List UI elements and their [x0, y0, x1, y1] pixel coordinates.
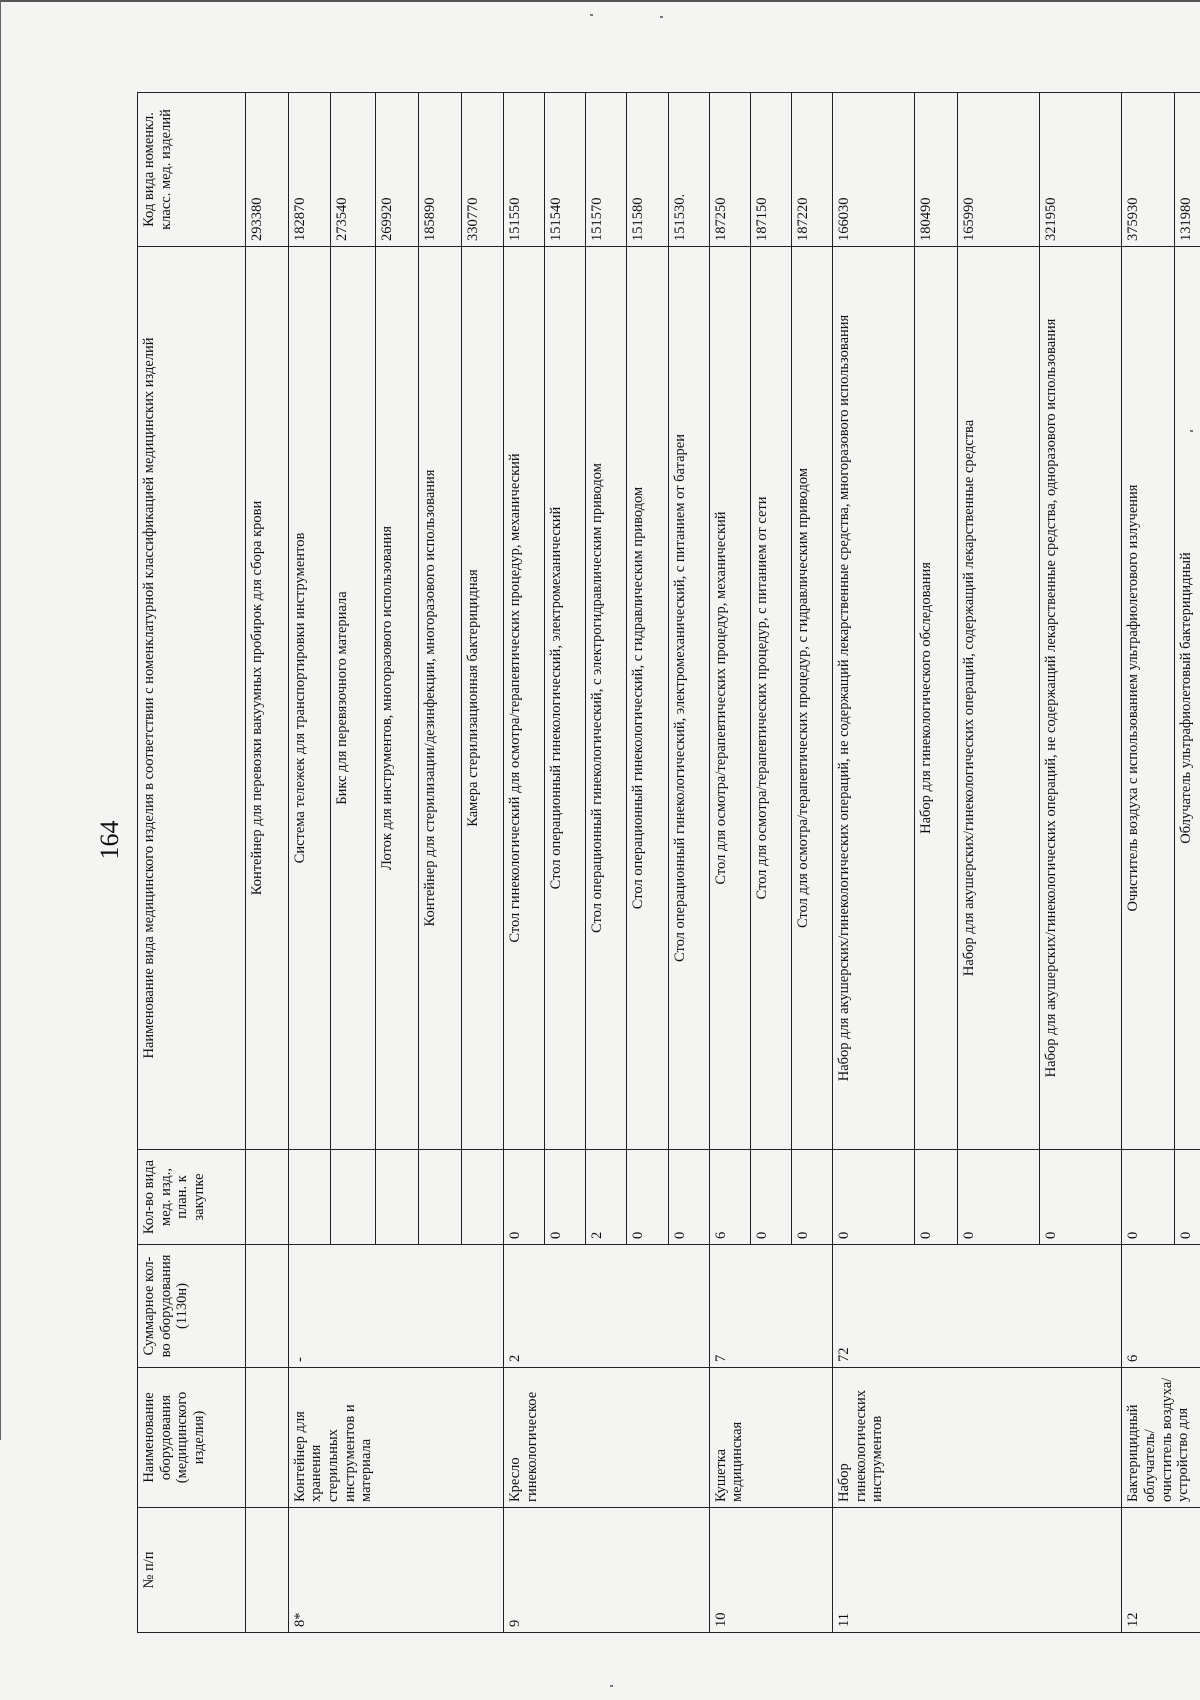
total-quantity: 6 — [1122, 1245, 1200, 1368]
equipment-name: Кушетка медицинская — [709, 1368, 832, 1508]
classification-code: 165990 — [957, 93, 1039, 247]
classification-code: 151570 — [586, 93, 627, 247]
classification-code: 330770 — [461, 93, 504, 247]
total-quantity — [246, 1245, 289, 1368]
planned-quantity: 0 — [1174, 1150, 1200, 1245]
planned-quantity: 0 — [627, 1150, 668, 1245]
planned-quantity: 0 — [915, 1150, 958, 1245]
header-equipment: Наименование оборудования (медицинского изделия) — [138, 1368, 246, 1508]
planned-quantity — [246, 1150, 289, 1245]
device-type-name: Очиститель воздуха с использованием ультрафиолетового излучения — [1122, 247, 1174, 1150]
planned-quantity: 0 — [504, 1150, 545, 1245]
classification-code: 151530. — [668, 93, 709, 247]
classification-code: 293380 — [246, 93, 289, 247]
row-number: 12 — [1122, 1508, 1200, 1633]
device-type-name: Контейнер для перевозки вакуумных пробирок для сбора крови — [246, 247, 289, 1150]
planned-quantity — [419, 1150, 462, 1245]
planned-quantity — [331, 1150, 376, 1245]
planned-quantity: 0 — [545, 1150, 586, 1245]
header-name: Наименование вида медицинского изделия в соответствии с номенклатурной классификацией медицинских изделий — [138, 247, 246, 1150]
device-type-name: Стол для осмотра/терапевтических процедур, механический — [709, 247, 750, 1150]
planned-quantity: 2 — [586, 1150, 627, 1245]
table-row — [833, 93, 915, 1633]
classification-code: 321950 — [1040, 93, 1122, 247]
classification-code: 185890 — [419, 93, 462, 247]
planned-quantity: 0 — [833, 1150, 915, 1245]
classification-code: 180490 — [915, 93, 958, 247]
device-type-name: Набор для акушерских/гинекологических операций, содержащий лекарственные средства — [957, 247, 1039, 1150]
total-quantity: - — [288, 1245, 504, 1368]
classification-code: 187220 — [791, 93, 832, 247]
classification-code: 166030 — [833, 93, 915, 247]
device-type-name: Стол операционный гинекологический, электромеханический — [545, 247, 586, 1150]
row-number: 10 — [709, 1508, 832, 1633]
device-type-name: Набор для гинекологического обследования — [915, 247, 958, 1150]
classification-code: 151540 — [545, 93, 586, 247]
classification-code: 182870 — [288, 93, 331, 247]
planned-quantity — [376, 1150, 419, 1245]
table-row — [504, 93, 545, 1633]
equipment-name: Набор гинекологических инструментов — [833, 1368, 1122, 1508]
device-type-name: Стол операционный гинекологический, с гидравлическим приводом — [627, 247, 668, 1150]
planned-quantity: 0 — [957, 1150, 1039, 1245]
device-type-name: Стол операционный гинекологический, электромеханический, с питанием от батареи — [668, 247, 709, 1150]
classification-code: 151580 — [627, 93, 668, 247]
planned-quantity: 6 — [709, 1150, 750, 1245]
table-row — [709, 93, 750, 1633]
planned-quantity — [461, 1150, 504, 1245]
row-number: 11 — [833, 1508, 1122, 1633]
equipment-name: Кресло гинекологическое — [504, 1368, 710, 1508]
equipment-name — [246, 1368, 289, 1508]
table-row — [1122, 93, 1174, 1633]
total-quantity: 72 — [833, 1245, 1122, 1368]
table-row — [288, 93, 331, 1633]
classification-code: 131980 — [1174, 93, 1200, 247]
scan-speck — [590, 14, 593, 16]
header-qty: Кол-во вида мед. изд., план. к закупке — [138, 1150, 246, 1245]
scan-edge-top — [0, 0, 1200, 2]
header-num: № п/п — [138, 1508, 246, 1633]
device-type-name: Облучатель ультрафиолетовый бактерицидный — [1174, 247, 1200, 1150]
scan-speck — [660, 16, 663, 18]
planned-quantity: 0 — [750, 1150, 791, 1245]
device-type-name: Стол операционный гинекологический, с электрогидравлическим приводом — [586, 247, 627, 1150]
planned-quantity — [288, 1150, 331, 1245]
row-number: 9 — [504, 1508, 710, 1633]
header-total: Суммарное кол-во оборудования (1130н) — [138, 1245, 246, 1368]
device-type-name: Набор для акушерских/гинекологических операций, не содержащий лекарственные средства, многоразового использования — [833, 247, 915, 1150]
page-number: 164 — [95, 820, 124, 860]
table-body — [246, 93, 1200, 1633]
device-type-name: Стол для осмотра/терапевтических процедур, с питанием от сети — [750, 247, 791, 1150]
scan-edge-left — [0, 0, 1, 1440]
classification-code: 375930 — [1122, 93, 1174, 247]
device-type-name: Стол гинекологический для осмотра/терапевтических процедур, механический — [504, 247, 545, 1150]
equipment-name: Бактерицидный облучатель/очиститель воздуха/устройство для — [1122, 1368, 1200, 1508]
equipment-table — [137, 92, 1200, 1633]
planned-quantity: 0 — [791, 1150, 832, 1245]
classification-code: 273540 — [331, 93, 376, 247]
total-quantity: 2 — [504, 1245, 710, 1368]
device-type-name: Камера стерилизационная бактерицидная — [461, 247, 504, 1150]
equipment-name: Контейнер для хранения стерильных инструментов и материала — [288, 1368, 504, 1508]
planned-quantity: 0 — [1040, 1150, 1122, 1245]
device-type-name: Контейнер для стерилизации/дезинфекции, многоразового использования — [419, 247, 462, 1150]
header-code: Код вида номенкл. класс. мед. изделий — [138, 93, 246, 247]
planned-quantity: 0 — [1122, 1150, 1174, 1245]
header-row — [138, 93, 246, 1633]
row-number: 8* — [288, 1508, 504, 1633]
device-type-name: Стол для осмотра/терапевтических процедур, с гидравлическим приводом — [791, 247, 832, 1150]
planned-quantity: 0 — [668, 1150, 709, 1245]
scan-speck — [610, 1685, 613, 1687]
classification-code: 269920 — [376, 93, 419, 247]
device-type-name: Лоток для инструментов, многоразового использования — [376, 247, 419, 1150]
row-number — [246, 1508, 289, 1633]
total-quantity: 7 — [709, 1245, 832, 1368]
rotated-document — [137, 93, 1200, 1633]
device-type-name: Бикс для перевязочного материала — [331, 247, 376, 1150]
classification-code: 187150 — [750, 93, 791, 247]
device-type-name: Набор для акушерских/гинекологических операций, не содержащий лекарственные средства, одноразового использования — [1040, 247, 1122, 1150]
device-type-name: Система тележек для транспортировки инструментов — [288, 247, 331, 1150]
classification-code: 187250 — [709, 93, 750, 247]
classification-code: 151550 — [504, 93, 545, 247]
table-row — [246, 93, 289, 1633]
